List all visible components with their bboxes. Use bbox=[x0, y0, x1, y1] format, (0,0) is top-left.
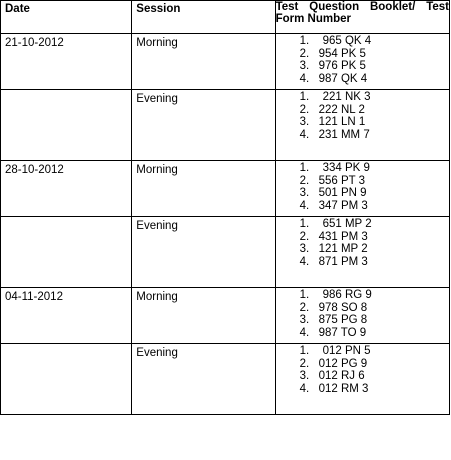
booklet-code-item bbox=[276, 218, 449, 231]
list-number: 2. bbox=[299, 174, 310, 187]
booklet-code-item bbox=[276, 289, 449, 302]
booklet-code-item bbox=[276, 73, 449, 86]
booklet-code: 121 MP 2 bbox=[318, 243, 368, 256]
booklet-code-item bbox=[276, 345, 449, 358]
list-number: 1. bbox=[299, 91, 310, 103]
booklet-code: 987 TO 9 bbox=[318, 326, 367, 339]
booklet-code: 121 LN 1 bbox=[318, 116, 366, 129]
booklet-code-item bbox=[276, 200, 449, 213]
list-number: 3. bbox=[299, 187, 310, 200]
table-row bbox=[1, 90, 450, 161]
list-number: 2. bbox=[299, 301, 310, 314]
booklet-code-list bbox=[276, 162, 449, 212]
session-cell bbox=[132, 288, 275, 344]
booklet-code-item bbox=[276, 243, 449, 256]
date-cell bbox=[1, 161, 132, 217]
list-number: 3. bbox=[299, 370, 310, 383]
booklet-code-item bbox=[276, 104, 449, 117]
table-row bbox=[1, 344, 450, 415]
booklet-code: 431 PM 3 bbox=[318, 230, 368, 243]
booklet-codes-cell bbox=[275, 344, 449, 415]
date-cell bbox=[1, 344, 132, 415]
booklet-code: 221 NK 3 bbox=[322, 91, 371, 103]
booklet-code: 651 MP 2 bbox=[322, 218, 372, 230]
booklet-code-item bbox=[276, 162, 449, 175]
date-text bbox=[1, 217, 131, 220]
date-text bbox=[1, 344, 131, 347]
booklet-code-list bbox=[276, 345, 449, 395]
booklet-code-list bbox=[276, 91, 449, 141]
booklet-code-item bbox=[276, 48, 449, 61]
booklet-codes-cell bbox=[275, 90, 449, 161]
list-number: 1. bbox=[299, 162, 310, 174]
list-number: 3. bbox=[299, 60, 310, 73]
session-cell bbox=[132, 90, 275, 161]
list-number: 3. bbox=[299, 243, 310, 256]
booklet-code: 965 QK 4 bbox=[322, 35, 372, 47]
booklet-code: 222 NL 2 bbox=[318, 103, 365, 116]
list-number: 3. bbox=[299, 116, 310, 129]
date-text: 04-11-2012 bbox=[5, 291, 63, 303]
booklet-code: 954 PK 5 bbox=[318, 47, 366, 60]
list-number: 1. bbox=[299, 345, 310, 357]
table-row bbox=[1, 288, 450, 344]
header-date: Date bbox=[1, 1, 132, 34]
booklet-code: 012 PN 5 bbox=[322, 345, 371, 357]
booklet-code-item bbox=[276, 129, 449, 142]
list-number: 1. bbox=[299, 218, 310, 230]
booklet-code-list bbox=[276, 35, 449, 85]
booklet-codes-cell bbox=[275, 34, 449, 90]
table-row bbox=[1, 161, 450, 217]
booklet-codes-cell bbox=[275, 288, 449, 344]
list-number: 1. bbox=[299, 289, 310, 301]
booklet-codes-cell bbox=[275, 217, 449, 288]
session-cell bbox=[132, 217, 275, 288]
list-number: 4. bbox=[299, 128, 310, 141]
session-text: Evening bbox=[136, 93, 178, 105]
booklet-code-item bbox=[276, 231, 449, 244]
list-number: 2. bbox=[299, 357, 310, 370]
date-text: 28-10-2012 bbox=[5, 164, 64, 176]
date-cell bbox=[1, 34, 132, 90]
booklet-code-item bbox=[276, 175, 449, 188]
list-number: 4. bbox=[299, 72, 310, 85]
booklet-code: 012 RM 3 bbox=[318, 382, 369, 395]
list-number: 3. bbox=[299, 314, 310, 327]
list-number: 4. bbox=[299, 326, 310, 339]
booklet-code-list bbox=[276, 289, 449, 339]
list-number: 2. bbox=[299, 47, 310, 60]
booklet-code-item bbox=[276, 370, 449, 383]
booklet-code-item bbox=[276, 314, 449, 327]
booklet-code-item bbox=[276, 60, 449, 73]
booklet-code: 231 MM 7 bbox=[318, 128, 370, 141]
list-number: 4. bbox=[299, 199, 310, 212]
session-text: Evening bbox=[136, 220, 178, 232]
date-text bbox=[1, 90, 131, 93]
booklet-code: 556 PT 3 bbox=[318, 174, 366, 187]
date-cell bbox=[1, 288, 132, 344]
booklet-code-item bbox=[276, 91, 449, 104]
list-number: 1. bbox=[299, 35, 310, 47]
session-text: Morning bbox=[136, 37, 178, 49]
header-booklet: Test Question Booklet/ Test Form Number bbox=[275, 1, 449, 34]
table-row bbox=[1, 34, 450, 90]
booklet-code: 987 QK 4 bbox=[318, 72, 368, 85]
date-text: 21-10-2012 bbox=[5, 37, 64, 49]
header-session: Session bbox=[132, 1, 275, 34]
session-cell bbox=[132, 344, 275, 415]
booklet-code-item bbox=[276, 327, 449, 340]
booklet-code-item bbox=[276, 383, 449, 396]
session-text: Morning bbox=[136, 291, 178, 303]
list-number: 4. bbox=[299, 382, 310, 395]
booklet-code-item bbox=[276, 256, 449, 269]
booklet-code: 875 PG 8 bbox=[318, 314, 368, 327]
booklet-codes-cell bbox=[275, 161, 449, 217]
booklet-code: 986 RG 9 bbox=[322, 289, 372, 301]
list-number: 4. bbox=[299, 255, 310, 268]
list-number: 2. bbox=[299, 230, 310, 243]
session-text: Evening bbox=[136, 347, 178, 359]
booklet-code-item bbox=[276, 358, 449, 371]
session-cell bbox=[132, 161, 275, 217]
booklet-code-item bbox=[276, 187, 449, 200]
booklet-code: 501 PN 9 bbox=[318, 187, 367, 200]
date-cell bbox=[1, 217, 132, 288]
booklet-code: 012 RJ 6 bbox=[318, 370, 365, 383]
booklet-code: 012 PG 9 bbox=[318, 357, 368, 370]
booklet-code-item bbox=[276, 35, 449, 48]
table-row bbox=[1, 217, 450, 288]
session-text: Morning bbox=[136, 164, 178, 176]
booklet-code-list bbox=[276, 218, 449, 268]
booklet-code: 334 PK 9 bbox=[322, 162, 370, 174]
booklet-code-item bbox=[276, 116, 449, 129]
date-cell bbox=[1, 90, 132, 161]
header-row bbox=[1, 1, 450, 34]
session-cell bbox=[132, 34, 275, 90]
booklet-code-item bbox=[276, 302, 449, 315]
booklet-code: 347 PM 3 bbox=[318, 199, 368, 212]
booklet-code: 978 SO 8 bbox=[318, 301, 368, 314]
booklet-code: 871 PM 3 bbox=[318, 255, 368, 268]
booklet-code: 976 PK 5 bbox=[318, 60, 366, 73]
list-number: 2. bbox=[299, 103, 310, 116]
